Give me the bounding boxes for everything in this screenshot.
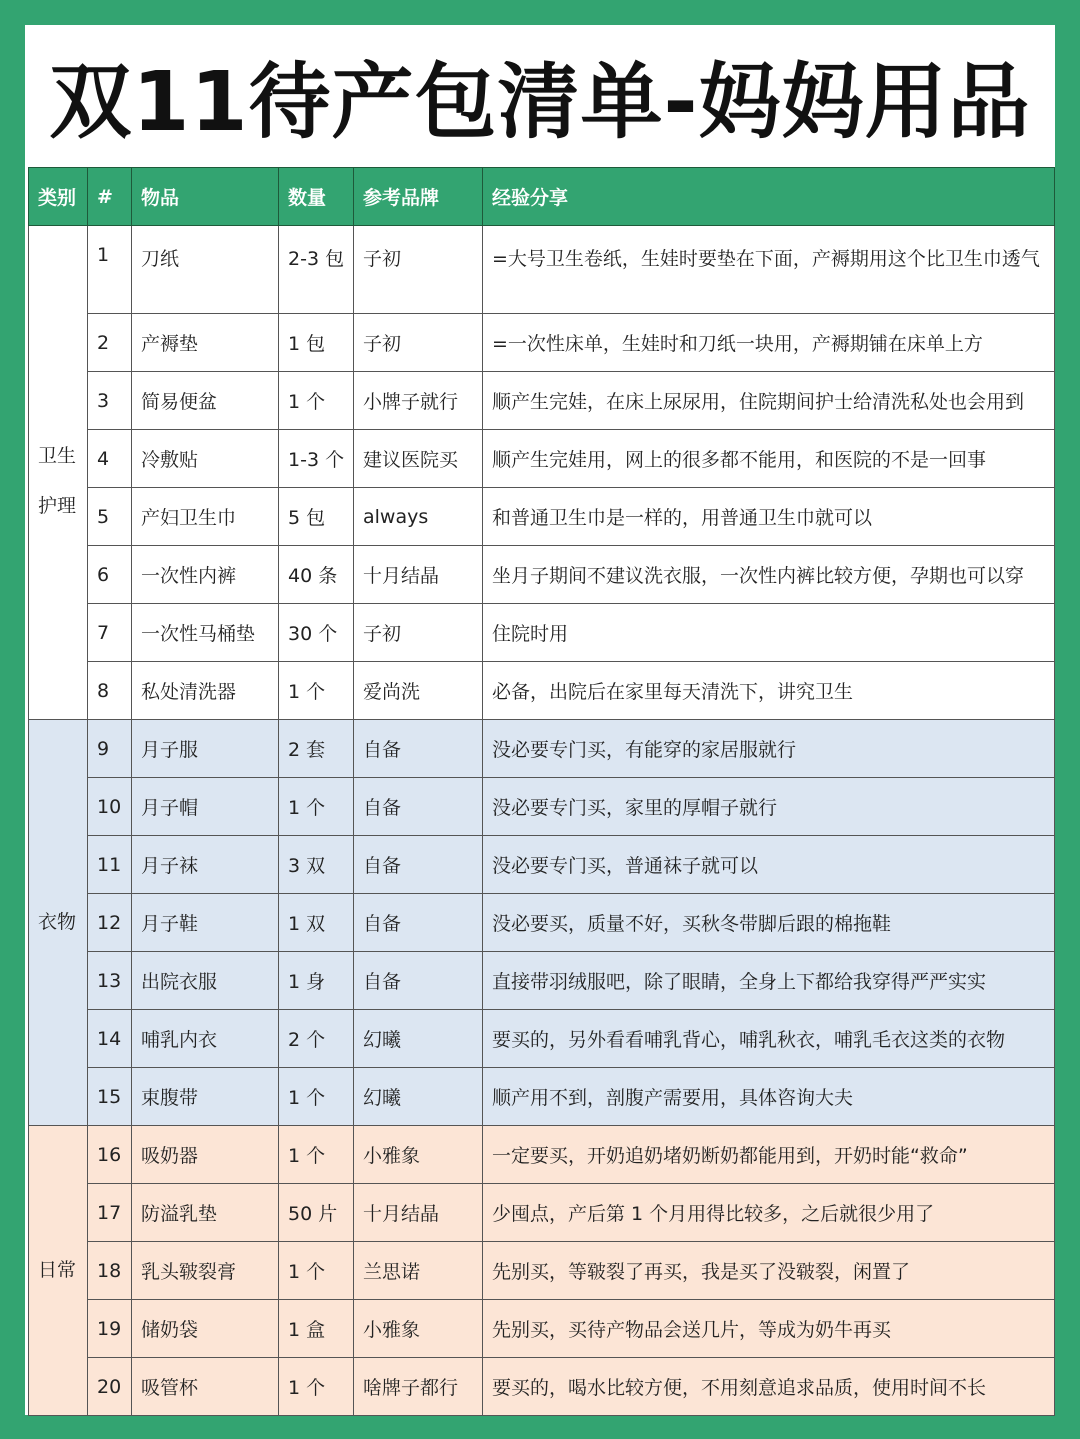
quantity-cell: 50 片	[279, 1184, 354, 1242]
table-row	[29, 836, 1055, 894]
row-number-cell: 18	[88, 1242, 132, 1300]
experience-cell: 没必要买，质量不好，买秋冬带脚后跟的棉拖鞋	[483, 894, 1055, 952]
table-row	[29, 488, 1055, 546]
table-header-row	[29, 168, 1055, 226]
table-row	[29, 372, 1055, 430]
quantity-cell: 2 套	[279, 720, 354, 778]
category-cell: 卫生 护理	[29, 226, 88, 720]
table-row	[29, 1242, 1055, 1300]
quantity-cell: 2 个	[279, 1010, 354, 1068]
brand-cell: 小雅象	[354, 1300, 483, 1358]
brand-cell: 子初	[354, 314, 483, 372]
brand-cell: 啥牌子都行	[354, 1358, 483, 1416]
row-number-cell: 9	[88, 720, 132, 778]
quantity-cell: 1 个	[279, 662, 354, 720]
brand-cell: 自备	[354, 952, 483, 1010]
experience-cell: 必备，出院后在家里每天清洗下，讲究卫生	[483, 662, 1055, 720]
item-name-cell: 一次性马桶垫	[132, 604, 279, 662]
table-row	[29, 720, 1055, 778]
row-number-cell: 4	[88, 430, 132, 488]
brand-cell: 幻曦	[354, 1068, 483, 1126]
experience-cell: 先别买，买待产物品会送几片，等成为奶牛再买	[483, 1300, 1055, 1358]
quantity-cell: 1 个	[279, 372, 354, 430]
brand-cell: 自备	[354, 836, 483, 894]
brand-cell: 十月结晶	[354, 1184, 483, 1242]
row-number-cell: 6	[88, 546, 132, 604]
brand-cell: 爱尚洗	[354, 662, 483, 720]
experience-cell: 直接带羽绒服吧，除了眼睛，全身上下都给我穿得严严实实	[483, 952, 1055, 1010]
item-name-cell: 简易便盆	[132, 372, 279, 430]
item-name-cell: 产褥垫	[132, 314, 279, 372]
row-number-cell: 20	[88, 1358, 132, 1416]
table-row	[29, 894, 1055, 952]
table-row	[29, 314, 1055, 372]
item-name-cell: 产妇卫生巾	[132, 488, 279, 546]
row-number-cell: 13	[88, 952, 132, 1010]
header-item: 物品	[132, 168, 279, 226]
experience-cell: 少囤点，产后第 1 个月用得比较多，之后就很少用了	[483, 1184, 1055, 1242]
item-name-cell: 束腹带	[132, 1068, 279, 1126]
header-quantity: 数量	[279, 168, 354, 226]
header-category: 类别	[29, 168, 88, 226]
table-row	[29, 1358, 1055, 1416]
item-name-cell: 吸管杯	[132, 1358, 279, 1416]
brand-cell: 自备	[354, 720, 483, 778]
quantity-cell: 5 包	[279, 488, 354, 546]
checklist-table	[28, 167, 1055, 1416]
row-number-cell: 17	[88, 1184, 132, 1242]
table-row	[29, 226, 1055, 314]
experience-cell: =大号卫生卷纸，生娃时要垫在下面，产褥期用这个比卫生巾透气	[483, 226, 1055, 314]
experience-cell: 住院时用	[483, 604, 1055, 662]
quantity-cell: 1 包	[279, 314, 354, 372]
brand-cell: always	[354, 488, 483, 546]
row-number-cell: 10	[88, 778, 132, 836]
quantity-cell: 1 个	[279, 1242, 354, 1300]
item-name-cell: 月子服	[132, 720, 279, 778]
header-number: #	[88, 168, 132, 226]
quantity-cell: 1 盒	[279, 1300, 354, 1358]
table-row	[29, 546, 1055, 604]
row-number-cell: 11	[88, 836, 132, 894]
brand-cell: 自备	[354, 778, 483, 836]
quantity-cell: 1 双	[279, 894, 354, 952]
quantity-cell: 1-3 个	[279, 430, 354, 488]
item-name-cell: 月子鞋	[132, 894, 279, 952]
experience-cell: 和普通卫生巾是一样的，用普通卫生巾就可以	[483, 488, 1055, 546]
item-name-cell: 储奶袋	[132, 1300, 279, 1358]
item-name-cell: 出院衣服	[132, 952, 279, 1010]
brand-cell: 子初	[354, 226, 483, 314]
category-cell: 衣物	[29, 720, 88, 1126]
row-number-cell: 15	[88, 1068, 132, 1126]
experience-cell: 坐月子期间不建议洗衣服，一次性内裤比较方便，孕期也可以穿	[483, 546, 1055, 604]
quantity-cell: 40 条	[279, 546, 354, 604]
table-row	[29, 952, 1055, 1010]
table-row	[29, 662, 1055, 720]
row-number-cell: 5	[88, 488, 132, 546]
brand-cell: 幻曦	[354, 1010, 483, 1068]
quantity-cell: 1 身	[279, 952, 354, 1010]
row-number-cell: 19	[88, 1300, 132, 1358]
header-experience: 经验分享	[483, 168, 1055, 226]
item-name-cell: 月子袜	[132, 836, 279, 894]
table-row	[29, 1068, 1055, 1126]
table-row	[29, 604, 1055, 662]
experience-cell: 没必要专门买，普通袜子就可以	[483, 836, 1055, 894]
experience-cell: 先别买，等皲裂了再买，我是买了没皲裂，闲置了	[483, 1242, 1055, 1300]
experience-cell: 要买的，喝水比较方便，不用刻意追求品质，使用时间不长	[483, 1358, 1055, 1416]
category-cell: 日常	[29, 1126, 88, 1416]
row-number-cell: 12	[88, 894, 132, 952]
table-row	[29, 1300, 1055, 1358]
item-name-cell: 防溢乳垫	[132, 1184, 279, 1242]
quantity-cell: 30 个	[279, 604, 354, 662]
table-row	[29, 1010, 1055, 1068]
experience-cell: 没必要专门买，有能穿的家居服就行	[483, 720, 1055, 778]
row-number-cell: 3	[88, 372, 132, 430]
table-row	[29, 430, 1055, 488]
item-name-cell: 刀纸	[132, 226, 279, 314]
quantity-cell: 3 双	[279, 836, 354, 894]
experience-cell: 顺产生完娃用，网上的很多都不能用，和医院的不是一回事	[483, 430, 1055, 488]
experience-cell: 顺产用不到，剖腹产需要用，具体咨询大夫	[483, 1068, 1055, 1126]
row-number-cell: 7	[88, 604, 132, 662]
table-row	[29, 1126, 1055, 1184]
table-row	[29, 778, 1055, 836]
brand-cell: 建议医院买	[354, 430, 483, 488]
quantity-cell: 1 个	[279, 1126, 354, 1184]
page-title: 双11待产包清单-妈妈用品	[49, 54, 1031, 150]
quantity-cell: 1 个	[279, 1068, 354, 1126]
experience-cell: 没必要专门买，家里的厚帽子就行	[483, 778, 1055, 836]
quantity-cell: 1 个	[279, 1358, 354, 1416]
experience-cell: =一次性床单，生娃时和刀纸一块用，产褥期铺在床单上方	[483, 314, 1055, 372]
item-name-cell: 私处清洗器	[132, 662, 279, 720]
quantity-cell: 2-3 包	[279, 226, 354, 314]
item-name-cell: 一次性内裤	[132, 546, 279, 604]
item-name-cell: 乳头皲裂膏	[132, 1242, 279, 1300]
brand-cell: 兰思诺	[354, 1242, 483, 1300]
row-number-cell: 2	[88, 314, 132, 372]
brand-cell: 小雅象	[354, 1126, 483, 1184]
item-name-cell: 月子帽	[132, 778, 279, 836]
brand-cell: 自备	[354, 894, 483, 952]
experience-cell: 顺产生完娃，在床上尿尿用，住院期间护士给清洗私处也会用到	[483, 372, 1055, 430]
quantity-cell: 1 个	[279, 778, 354, 836]
brand-cell: 子初	[354, 604, 483, 662]
table-row	[29, 1184, 1055, 1242]
experience-cell: 一定要买，开奶追奶堵奶断奶都能用到，开奶时能“救命”	[483, 1126, 1055, 1184]
row-number-cell: 16	[88, 1126, 132, 1184]
experience-cell: 要买的，另外看看哺乳背心，哺乳秋衣，哺乳毛衣这类的衣物	[483, 1010, 1055, 1068]
row-number-cell: 1	[88, 226, 132, 314]
header-brand: 参考品牌	[354, 168, 483, 226]
brand-cell: 十月结晶	[354, 546, 483, 604]
row-number-cell: 14	[88, 1010, 132, 1068]
item-name-cell: 冷敷贴	[132, 430, 279, 488]
item-name-cell: 哺乳内衣	[132, 1010, 279, 1068]
row-number-cell: 8	[88, 662, 132, 720]
brand-cell: 小牌子就行	[354, 372, 483, 430]
item-name-cell: 吸奶器	[132, 1126, 279, 1184]
